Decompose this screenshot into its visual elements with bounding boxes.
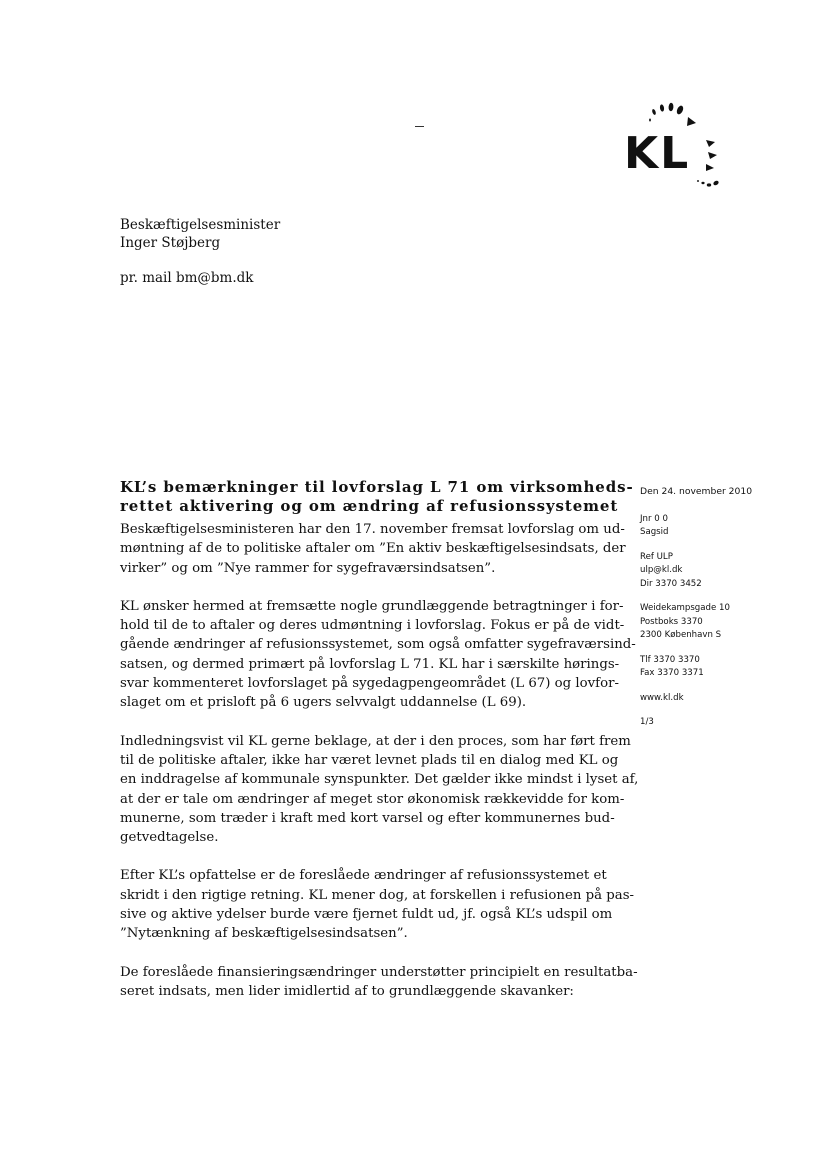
paragraph bbox=[120, 597, 636, 713]
body-line: De foreslåede finansieringsændringer understøtter principielt en resultatba- bbox=[120, 964, 638, 980]
body-line: Beskæftigelsesministeren har den 17. november fremsat lovforslag om ud- bbox=[120, 522, 625, 537]
body-line: en inddragelse af kommunale synspunkter. Det gælder ikke mindst i lyset af, bbox=[120, 772, 639, 788]
kl-logo bbox=[618, 98, 728, 194]
logo-text: KL bbox=[624, 128, 691, 179]
body-line: hold til de to aftaler og deres udmøntning i lovforslag. Fokus er på de vidt- bbox=[120, 618, 625, 634]
letter-sidebar bbox=[640, 485, 820, 730]
body-line: KL ønsker hermed at fremsætte nogle grundlæggende betragtninger i for- bbox=[120, 598, 624, 614]
body-line: Efter KL’s opfattelse er de foreslåede ændringer af refusionssystemet et bbox=[120, 868, 607, 884]
phone: Tlf 3370 3370 bbox=[640, 654, 700, 665]
body-line: Indledningsvist vil KL gerne beklage, at der i den proces, som har ført frem bbox=[120, 733, 631, 749]
body-line: skridt i den rigtige retning. KL mener dog, at forskellen i refusionen på pas- bbox=[120, 887, 635, 903]
street-address: Weidekampsgade 10 bbox=[640, 603, 730, 613]
website: www.kl.dk bbox=[640, 692, 684, 703]
paragraph bbox=[120, 866, 635, 943]
letter-date: Den 24. november 2010 bbox=[640, 486, 753, 497]
fax: Fax 3370 3371 bbox=[640, 668, 704, 678]
body-line: til de politiske aftaler, ikke har været levnet plads til en dialog med KL og bbox=[120, 752, 619, 768]
direct-phone: Dir 3370 3452 bbox=[640, 578, 702, 589]
letter-title bbox=[120, 478, 634, 516]
reference-email: ulp@kl.dk bbox=[640, 565, 683, 575]
postbox: Postboks 3370 bbox=[640, 616, 703, 627]
body-line: satsen, og dermed primært på lovforslag L 71. KL har i særskilte hørings- bbox=[120, 656, 620, 672]
recipient-title: Beskæftigelsesminister bbox=[120, 217, 281, 233]
recipient-mail: pr. mail bm@bm.dk bbox=[120, 270, 254, 286]
page-number: 1/3 bbox=[640, 717, 654, 727]
title-line: KL’s bemærkninger til lovforslag L 71 om virksomheds- bbox=[120, 478, 634, 496]
title-line: rettet aktivering og om ændring af refusionssystemet bbox=[120, 497, 619, 515]
recipient-block bbox=[120, 216, 280, 287]
recipient-name: Inger Støjberg bbox=[120, 235, 221, 251]
city: 2300 København S bbox=[640, 630, 722, 640]
paragraph bbox=[120, 732, 639, 848]
scan-mark bbox=[415, 126, 424, 127]
body-line: getvedtagelse. bbox=[120, 830, 219, 846]
paragraph bbox=[120, 520, 626, 578]
body-line: munerne, som træder i kraft med kort varsel og efter kommunernes bud- bbox=[120, 810, 615, 826]
body-line: virker” og om ”Nye rammer for sygefraværsindsatsen”. bbox=[120, 560, 496, 576]
body-line: ”Nytænkning af beskæftigelsesindsatsen”. bbox=[120, 926, 408, 942]
body-line: gående ændringer af refusionssystemet, som også omfatter sygefraværsind- bbox=[120, 637, 636, 653]
body-line: møntning af de to politiske aftaler om ”En aktiv beskæftigelsesindsats, der bbox=[120, 541, 626, 557]
letter-body bbox=[120, 520, 639, 1020]
body-line: slaget om et prisloft på 6 ugers selvvalgt uddannelse (L 69). bbox=[120, 695, 527, 711]
reference: Ref ULP bbox=[640, 551, 673, 562]
body-line: at der er tale om ændringer af meget stor økonomisk rækkevidde for kom- bbox=[120, 791, 625, 807]
case-id: Sagsid bbox=[640, 527, 669, 537]
body-line: seret indsats, men lider imidlertid af to grundlæggende skavanker: bbox=[120, 983, 574, 999]
journal-number: Jnr 0 0 bbox=[640, 513, 668, 524]
body-line: sive og aktive ydelser burde være fjernet fuldt ud, jf. også KL’s udspil om bbox=[120, 907, 613, 923]
body-line: svar kommenteret lovforslaget på sygedagpengeområdet (L 67) og lovfor- bbox=[120, 676, 619, 692]
paragraph bbox=[120, 963, 638, 1002]
